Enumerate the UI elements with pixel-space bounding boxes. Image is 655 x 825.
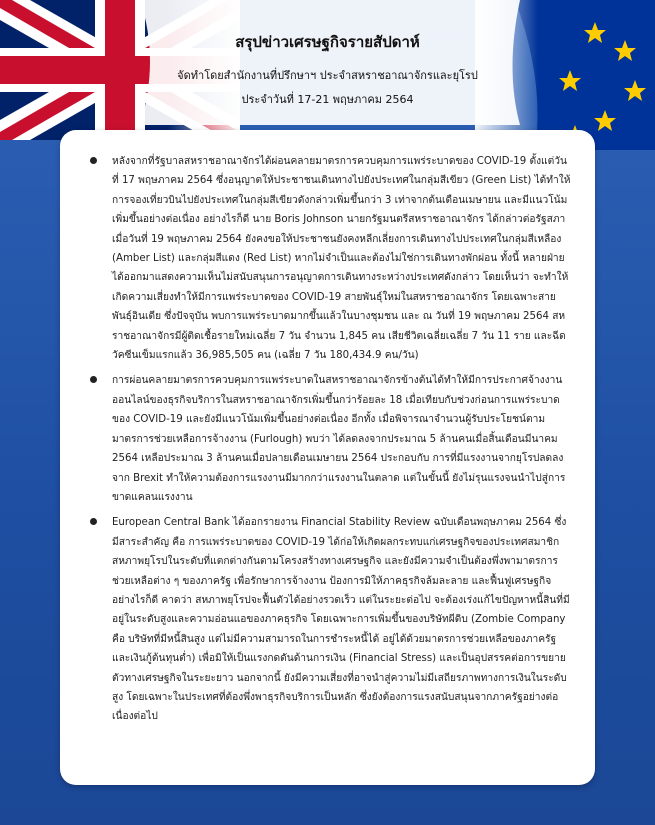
page-title: สรุปข่าวเศรษฐกิจรายสัปดาห์ (235, 33, 420, 51)
news-text: European Central Bank ได้ออกรายงาน Financial Stability Review ฉบับเดือนพฤษภาคม 2564 ซึ่งมีสาระสำคัญ คือ การแพร่ระบาดของ COVID-19 ได้ก่อให้เกิดผลกระทบแก่เศรษฐกิจของประเทศสมาชิกสหภาพยุโรปในระดับที่แตกต่างกันตามโครงสร้างทางเศรษฐกิจ และยังมีความจำเป็นต้องพึ่งพามาตรการช่วยเหลือต่าง ๆ ของภาครัฐ เพื่อรักษาการจ้างงาน ป้องการมิให้ภาคธุรกิจล้มละลาย และฟื้นฟูเศรษฐกิจ อย่างไรก็ดี คาดว่า สหภาพยุโรปจะฟื้นตัวได้อย่างรวดเร็ว แต่ในระยะต่อไป จะต้องเร่งแก้ไขปัญหาหนี้สินที่มีอยู่ในระดับสูงและความอ่อนแอของภาคธุรกิจ โดยเฉพาะการเพิ่มขึ้นของบริษัทผีดิบ (Zombie Company คือ บริษัทที่มีหนี้สินสูง แต่ไม่มีความสามารถในการชำระหนี้ได้ อยู่ได้ด้วยมาตรการช่วยเหลือของภาครัฐและเงินกู้ต้นทุนต่ำ) เพื่อมิให้เป็นแรงกดดันด้านการเงิน (Financial Stress) และเป็นอุปสรรคต่อการขยายตัวทางเศรษฐกิจในระยะยาว นอกจากนี้ ยังมีความเสี่ยงที่อาจนำสู่ความไม่มีเสถียรภาพทางการเงินในระดับสูง โดยเฉพาะในประเทศที่ต้องพึ่งพาธุรกิจบริการเป็นหลัก ซึ่งยังต้องการแรงสนับสนุนจากภาครัฐอย่างต่อเนื่องต่อไป (112, 517, 570, 723)
news-item (90, 371, 573, 507)
news-text: หลังจากที่รัฐบาลสหราชอาณาจักรได้ผ่อนคลายมาตรการควบคุมการแพร่ระบาดของ COVID-19 ตั้งแต่วันที่ 17 พฤษภาคม 2564 ซึ่งอนุญาตให้ประชาชนเดินทางไปยังประเทศในกลุ่มสีเขียว (Green List) ได้ทำให้การจองเที่ยวบินไปยังประเทศในกลุ่มสีเขียวดังกล่าวเพิ่มขึ้นกว่า 3 เท่าจากต้นเดือนเมษายน และมีแนวโน้มเพิ่มขึ้นอย่างต่อเนื่อง อย่างไรก็ดี นาย Boris Johnson นายกรัฐมนตรีสหราชอาณาจักร ได้กล่าวต่อรัฐสภาเมื่อวันที่ 19 พฤษภาคม 2564 ยังคงขอให้ประชาชนยังคงหลีกเลี่ยงการเดินทางไปประเทศในกลุ่มสีเหลือง (Amber List) และกลุ่มสีแดง (Red List) หากไม่จำเป็นและต้องไม่ใช่การเดินทางพักผ่อน ทั้งนี้ หลายฝ่ายได้ออกมาแสดงความเห็นไม่สนับสนุนการอนุญาตการเดินทางระหว่างประเทศดังกล่าว โดยเห็นว่า จะทำให้เกิดความเสี่ยงทำให้มีการแพร่ระบาดของ COVID-19 สายพันธุ์ใหม่ในสหราชอาณาจักร โดยเฉพาะสายพันธุ์อินเดีย ซึ่งปัจจุบัน พบการแพร่ระบาดมากขึ้นแล้วในบางชุมชน และ ณ วันที่ 19 พฤษภาคม 2564 สหราชอาณาจักรมีผู้ติดเชื้อรายใหม่เฉลี่ย 7 วัน จำนวน 1,845 คน เสียชีวิตเฉลี่ยเฉลี่ย 7 วัน 11 ราย และฉีดวัคซีนเข็มแรกแล้ว 36,985,505 คน (เฉลี่ย 7 วัน 180,434.9 คน/วัน) (112, 156, 571, 362)
news-list (90, 152, 573, 733)
news-item (90, 513, 573, 726)
header (0, 0, 655, 120)
page-subtitle: จัดทำโดยสำนักงานที่ปรึกษาฯ ประจำสหราชอาณาจักรและยุโรป (177, 69, 478, 82)
news-card (60, 130, 595, 785)
news-text: การผ่อนคลายมาตรการควบคุมการแพร่ระบาดในสหราชอาณาจักรข้างต้นได้ทำให้มีการประกาศจ้างงานออนไลน์ของธุรกิจบริการในสหราชอาณาจักรเพิ่มขึ้นกว่าร้อยละ 18 เมื่อเทียบกับช่วงก่อนการแพร่ระบาดของ COVID-19 และยังมีแนวโน้มเพิ่มขึ้นอย่างต่อเนื่อง อีกทั้ง เมื่อพิจารณาจำนวนผู้รับประโยชน์ตามมาตรการช่วยเหลือการจ้างงาน (Furlough) พบว่า ได้ลดลงจากประมาณ 5 ล้านคนเมื่อสิ้นเดือนมีนาคม 2564 เหลือประมาณ 3 ล้านคนเมื่อปลายเดือนเมษายน 2564 ประกอบกับ การที่มีแรงงานจากยุโรปลดลงจาก Brexit ทำให้ความต้องการแรงงานมีมากกว่าแรงงานในตลาด แต่ในขั้นนี้ ยังไม่รุนแรงจนนำไปสู่การขาดแคลนแรงงาน (112, 375, 566, 503)
bullet-icon (90, 157, 97, 164)
bullet-icon (90, 376, 97, 383)
news-item (90, 152, 573, 365)
report-date: ประจำวันที่ 17-21 พฤษภาคม 2564 (241, 93, 414, 106)
bullet-icon (90, 518, 97, 525)
